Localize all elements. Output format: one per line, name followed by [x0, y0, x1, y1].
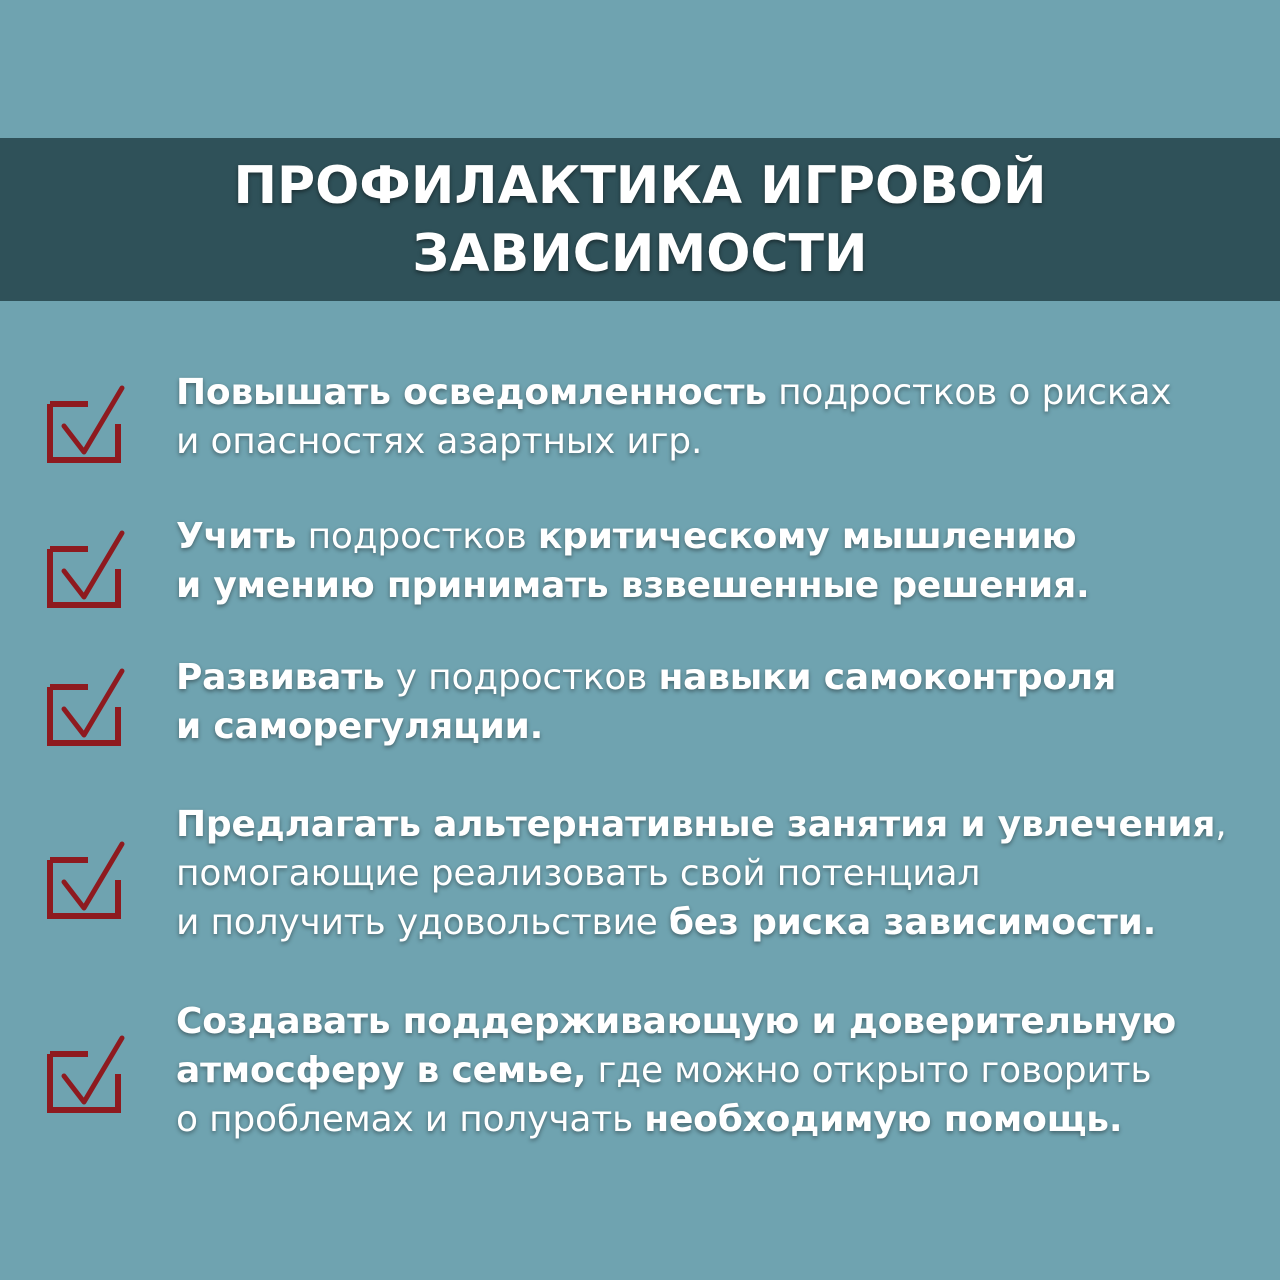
text-line	[176, 1095, 1256, 1144]
bold-text: Повышать осведомленность	[176, 372, 767, 413]
checklist-item-text	[176, 653, 1256, 751]
bold-text: Предлагать альтернативные занятия и увлечения	[176, 804, 1216, 845]
regular-text: ,	[1215, 804, 1227, 845]
checklist-item-text	[176, 800, 1256, 947]
regular-text: подростков	[296, 516, 538, 557]
text-line	[176, 653, 1256, 702]
checkbox-checked-icon	[44, 1034, 128, 1114]
bold-text: атмосферу в семье,	[176, 1050, 587, 1091]
bold-text: и саморегуляции.	[176, 706, 544, 747]
regular-text: и опасностях азартных игр.	[176, 421, 703, 462]
regular-text: где можно открыто говорить	[586, 1050, 1152, 1091]
text-line	[176, 800, 1256, 849]
bold-text: и умению принимать взвешенные решения.	[176, 565, 1090, 606]
page-title-line-1: ПРОФИЛАКТИКА ИГРОВОЙ	[233, 155, 1047, 216]
regular-text: и получить удовольствие	[176, 902, 669, 943]
checkbox-checked-icon	[44, 529, 128, 609]
text-line	[176, 898, 1256, 947]
bold-text: без риска зависимости.	[668, 902, 1157, 943]
checklist-item-text	[176, 368, 1256, 466]
checklist-item-text	[176, 512, 1256, 610]
text-line	[176, 849, 1256, 898]
regular-text: у подростков	[384, 657, 659, 698]
checkbox-checked-icon	[44, 384, 128, 464]
text-line	[176, 702, 1256, 751]
bold-text: Развивать	[176, 657, 385, 698]
page-title-line-2: ЗАВИСИМОСТИ	[412, 223, 868, 284]
text-line	[176, 417, 1256, 466]
bold-text: необходимую помощь.	[644, 1099, 1123, 1140]
text-line	[176, 997, 1256, 1046]
title-banner	[0, 138, 1280, 301]
checklist-item-text	[176, 997, 1256, 1144]
text-line	[176, 368, 1256, 417]
text-line	[176, 561, 1256, 610]
text-line	[176, 512, 1256, 561]
checkbox-checked-icon	[44, 667, 128, 747]
regular-text: подростков о рисках	[766, 372, 1172, 413]
regular-text: о проблемах и получать	[176, 1099, 645, 1140]
checkbox-checked-icon	[44, 840, 128, 920]
bold-text: Создавать поддерживающую и доверительную	[176, 1001, 1177, 1042]
bold-text: Учить	[176, 516, 297, 557]
bold-text: критическому мышлению	[537, 516, 1077, 557]
regular-text: помогающие реализовать свой потенциал	[176, 853, 981, 894]
bold-text: навыки самоконтроля	[658, 657, 1117, 698]
text-line	[176, 1046, 1256, 1095]
